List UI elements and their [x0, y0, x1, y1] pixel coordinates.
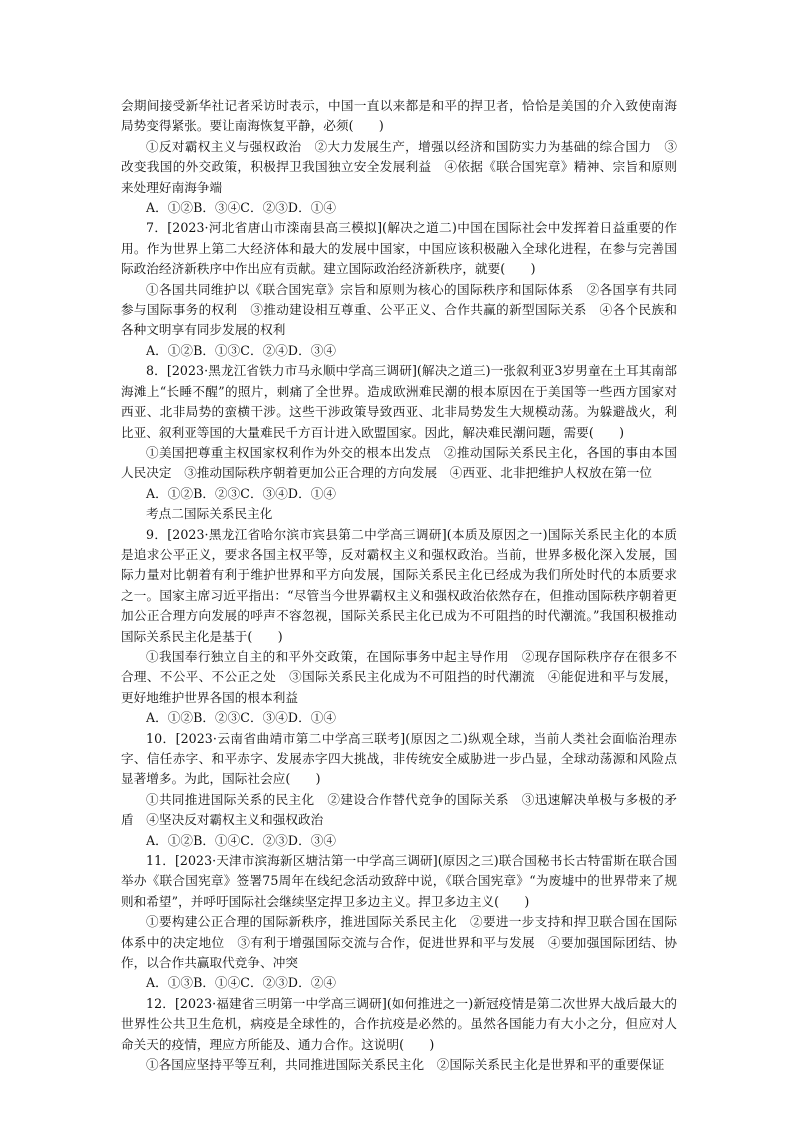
question-stem: 12．[2023·福建省三明第一中学高三调研](如何推进之一)新冠疫情是第二次世界大战后最大的世界性公共卫生危机，病疫是全球性的，合作抗疫是必然的。虽然各国能力有大小之分，但应对人命关天的疫情，理应方所能及、通力合作。这说明( ): [121, 995, 677, 1052]
question-stem: 11．[2023·天津市滨海新区塘沽第一中学高三调研](原因之三)联合国秘书长古特雷斯在联合国举办《联合国宪章》签署75周年在线纪念活动致辞中说，《联合国宪章》“为废墟中的世界带来了规则和希望”，并呼吁国际社会继续坚定捍卫多边主义。捍卫多边主义( ): [121, 853, 677, 909]
options-text: ①反对霸权主义与强权政治 ②大力发展生产，增强以经济和国防实力为基础的综合国力 ③改变我国的外交政策，积极捍卫我国独立安全发展利益 ④依据《联合国宪章》精神、宗旨和原则来处理好南海争端: [121, 138, 677, 195]
document-page: [121, 96, 677, 1076]
options-text: ①美国把尊重主权国家权利作为外交的根本出发点 ②推动国际关系民主化，各国的事由本国人民决定 ③推动国际秩序朝着更加公正合理的方向发展 ④西亚、北非把维护人权放在第一位: [121, 444, 677, 481]
answer-choices: A．①②B．②③C．③④D．①④: [146, 485, 337, 501]
question-stem: 9．[2023·黑龙江省哈尔滨市宾县第二中学高三调研](本质及原因之一)国际关系民主化的本质是追求公平正义，要求各国主权平等，反对霸权主义和强权政治。当前，世界多极化深入发展，国际力量对比朝着有利于维护世界和平方向发展，国际关系民主化已经成为我们所处时代的本质要求之一。国家主席习近平指出：“尽管当今世界霸权主义和强权政治依然存在，但推动国际秩序朝着更加公正合理方向发展的呼声不容忽视，国际关系民主化已成为不可阻挡的时代潮流。”我国积极推动国际关系民主化是基于( ): [121, 526, 677, 644]
section-heading: 考点二国际关系民主化: [146, 506, 273, 522]
options-text: ①共同推进国际关系的民主化 ②建设合作替代竞争的国际关系 ③迅速解决单极与多极的矛盾 ④坚决反对霸权主义和强权政治: [121, 791, 677, 828]
answer-choices: A．①③B．①④C．②③D．②④: [146, 975, 337, 991]
answer-choices: A．①②B．②③C．③④D．①④: [146, 710, 337, 726]
question-stem: 10．[2023·云南省曲靖市第二中学高三联考](原因之二)纵观全球，当前人类社会面临治理赤字、信任赤字、和平赤字、发展赤字四大挑战，非传统安全威胁进一步凸显，全球动荡源和风险点显著增多。为此，国际社会应( ): [121, 730, 677, 787]
question-stem: 8．[2023·黑龙江省铁力市马永顺中学高三调研](解决之道三)一张叙利亚3岁男童在土耳其南部海滩上“长睡不醒”的照片，刺痛了全世界。造成欧洲难民潮的根本原因在于美国等一些西方国家对西亚、北非局势的蛮横干涉。这些干涉政策导致西亚、北非局势发生大规模动荡。为躲避战火，利比亚、叙利亚等国的大量难民千方百计进入欧盟国家。因此，解决难民潮问题，需要( ): [121, 363, 677, 440]
answer-choices: A．①②B．①④C．②③D．③④: [146, 832, 337, 848]
options-text: ①各国共同维护以《联合国宪章》宗旨和原则为核心的国际秩序和国际体系 ②各国享有共同参与国际事务的权利 ③推动建设相互尊重、公平正义、合作共赢的新型国际关系 ④各个民族和各种文明享有同步发展的权利: [121, 281, 677, 338]
question-stem: 7．[2023·河北省唐山市滦南县高三模拟](解决之道二)中国在国际社会中发挥着日益重要的作用。作为世界上第二大经济体和最大的发展中国家，中国应该积极融入全球化进程，在参与完善国际政治经济新秩序中作出应有贡献。建立国际政治经济新秩序，就要( ): [121, 220, 677, 277]
options-text: ①各国应坚持平等互利，共同推进国际关系民主化 ②国际关系民主化是世界和平的重要保证: [146, 1057, 665, 1073]
answer-choices: A．①②B．①③C．②④D．③④: [146, 342, 337, 358]
options-text: ①要构建公正合理的国际新秩序，推进国际关系民主化 ②要进一步支持和捍卫联合国在国际体系中的决定地位 ③有利于增强国际交流与合作，促进世界和平与发展 ④要加强国际团结、协作，以合作共赢取代竞争、冲突: [121, 914, 677, 971]
stem-continuation: 会期间接受新华社记者采访时表示，中国一直以来都是和平的捍卫者，恰恰是美国的介入致使南海局势变得紧张。要让南海恢复平静，必须( ): [121, 98, 677, 134]
options-text: ①我国奉行独立自主的和平外交政策，在国际事务中起主导作用 ②现存国际秩序存在很多不合理、不公平、不公正之处 ③国际关系民主化成为不可阻挡的时代潮流 ④能促进和平与发展，更好地维护世界各国的根本利益: [121, 648, 677, 705]
answer-choices: A．①②B．③④C．②③D．①④: [146, 200, 337, 216]
